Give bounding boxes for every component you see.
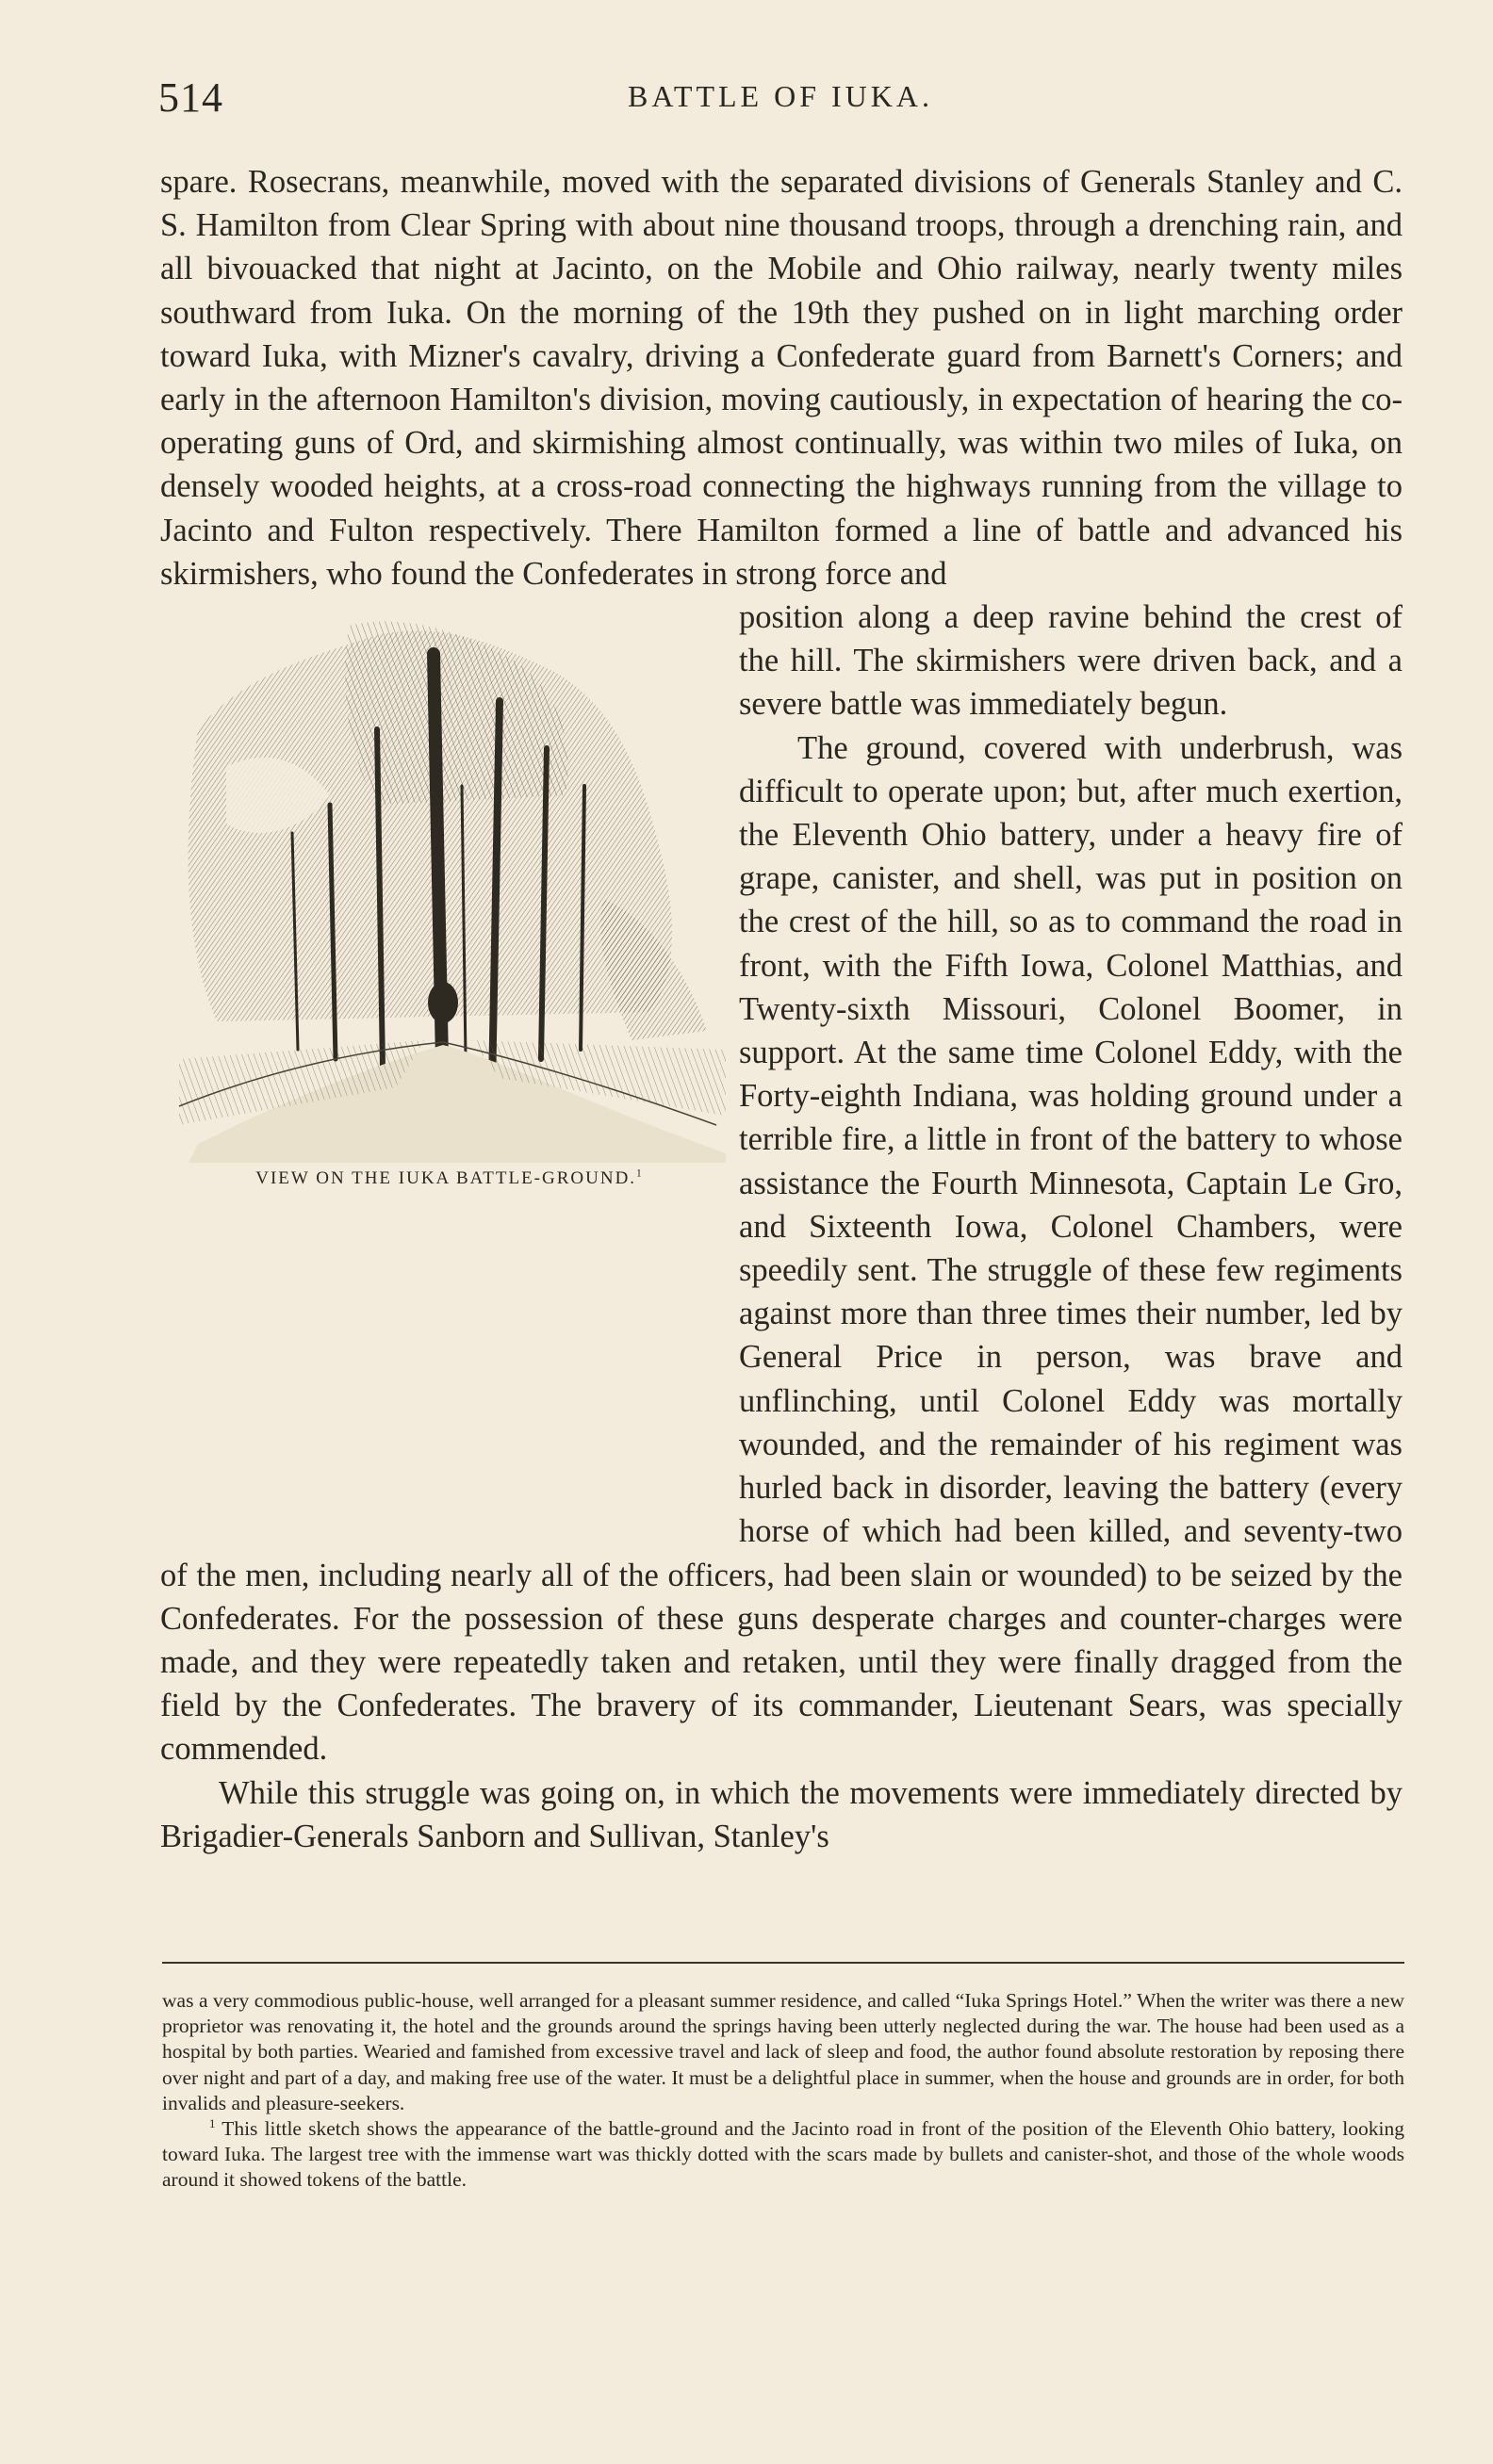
- paragraph-text-after-figure: position along a deep ravine behind the crest of the hill. The skirmishers were driven back, and a severe battle was immediately begun.: [739, 599, 1403, 723]
- body-paragraph: The ground, covered with underbrush, was difficult to operate upon; but, after much exertion, the Eleventh Ohio battery, under a heavy fire of grape, canister, and shell, was put in position on the crest of the hill, so as to command the road in front, with the Fifth Iowa, Colonel Matthias, and Twenty-sixth Missouri, Colonel Boomer, in support. At the same time Colonel Eddy, with the Forty-eighth Indiana, was holding ground under a terrible fire, a little in front of the battery to whose assistance the Fourth Minnesota, Captain Le Gro, and Sixteenth Iowa, Colonel Chambers, were speedily sent. The struggle of these few regiments against more than three times their number, led by General Price in person, was brave and unflinching, until Colonel Eddy was mortally wounded, and the remainder of his regiment was hurled back in disorder, leaving the battery (every horse of which had been killed, and seventy-two of the men, including nearly all of the officers, had been slain or wounded) to be seized by the Confederates. For the possession of these guns desperate charges and counter-charges were made, and they were repeatedly taken and retaken, until they were finally dragged from the field by the Confederates. The bravery of its commander, Lieutenant Sears, was specially commended.: [160, 729, 1403, 1768]
- illustration: [160, 596, 739, 1538]
- footnote-continued: was a very commodious public-house, well arranged for a pleasant summer residence, and called “Iuka Springs Hotel.” When the writer was there a new proprietor was renovating it, the hotel and the grounds around the springs having been utterly neglected during the war. The house had been used as a hospital by both parties. Wearied and famished from excessive travel and lack of sleep and food, the author found absolute restoration by reposing there over night and part of a day, and making free use of the water. It must be a delightful place in summer, when the house and grounds are in order, for both invalids and pleasure-seekers.: [162, 1989, 1404, 2114]
- footnote-divider: [162, 1962, 1404, 1964]
- running-head: BATTLE OF IUKA.: [628, 79, 933, 113]
- engraving-woods-picture: [160, 616, 739, 1163]
- caption-footnote-ref: 1: [636, 1167, 644, 1180]
- illustration-caption: [160, 1168, 739, 1189]
- caption-text: VIEW ON THE IUKA BATTLE-GROUND.: [255, 1168, 637, 1189]
- body-text: [160, 160, 1403, 1858]
- page-header: [158, 73, 1403, 130]
- paragraph-text-before-figure: spare. Rosecrans, meanwhile, moved with the separated divisions of Generals Stanley and C. S. Hamilton from Clear Spring with about nine thousand troops, through a drenching rain, and all bivouacked that night at Jacinto, on the Mobile and Ohio railway, nearly twenty miles southward from Iuka. On the morning of the 19th they pushed on in light marching order toward Iuka, with Mizner's cavalry, driving a Confederate guard from Barnett's Corners; and early in the afternoon Hamilton's division, moving cautiously, in expectation of hearing the co-operating guns of Ord, and skirmishing almost continually, was within two miles of Iuka, on densely wooded heights, at a cross-road connecting the highways running from the village to Jacinto and Fulton respectively. There Hamilton formed a line of battle and advanced his skirmishers, who found the Confederates in strong force and: [160, 164, 1403, 592]
- footnote-1: [162, 2116, 1404, 2194]
- footnote-1-text: This little sketch shows the appearance of the battle-ground and the Jacinto road in front of the position of the Eleventh Ohio battery, looking toward Iuka. The largest tree with the immense wart was thickly dotted with the scars made by bullets and canister-shot, and those of the whole woods around it showed tokens of the battle.: [162, 2117, 1404, 2192]
- page-number: 514: [158, 74, 223, 121]
- footnote-marker: 1: [209, 2116, 216, 2130]
- footnotes: [162, 1988, 1404, 2194]
- body-paragraph: [160, 160, 1403, 596]
- body-paragraph: While this struggle was going on, in which the movements were immediately directed by Brigadier-Generals Sanborn and Sullivan, Stanley's: [160, 1774, 1403, 1854]
